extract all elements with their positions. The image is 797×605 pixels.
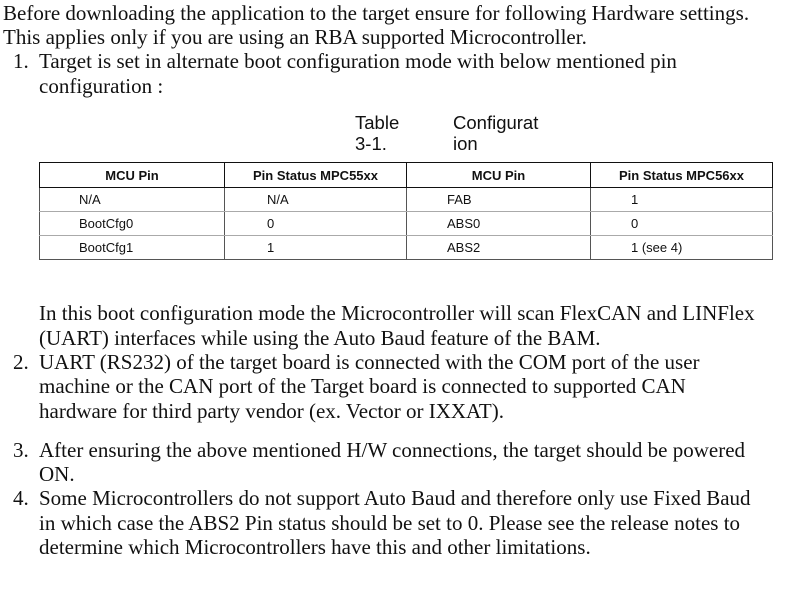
- header-pin-status-mpc56xx: Pin Status MPC56xx: [591, 163, 773, 188]
- table-cell: ABS0: [407, 212, 591, 236]
- table-cell: N/A: [225, 188, 407, 212]
- table-cell: 1: [591, 188, 773, 212]
- step-3-line-2: ON.: [39, 462, 75, 486]
- step-4-number: 4.: [13, 486, 29, 510]
- step-2-number: 2.: [13, 350, 29, 374]
- table-cell: N/A: [40, 188, 225, 212]
- step-3-line-1: After ensuring the above mentioned H/W connections, the target should be powered: [39, 438, 746, 462]
- table-cell: 1: [225, 236, 407, 260]
- table-caption-title-line-2: ion: [453, 133, 478, 154]
- step-1-line-2: configuration :: [39, 74, 164, 98]
- table-row: [40, 236, 773, 260]
- table-caption-title-line-1: Configurat: [453, 112, 539, 133]
- configuration-table: [39, 162, 773, 260]
- table-cell: 0: [225, 212, 407, 236]
- step-2-line-1: UART (RS232) of the target board is connected with the COM port of the user: [39, 350, 700, 374]
- step-4-line-3: determine which Microcontrollers have this and other limitations.: [39, 535, 591, 559]
- table-cell: 1 (see 4): [591, 236, 773, 260]
- table-cell: 0: [591, 212, 773, 236]
- step-4-line-1: Some Microcontrollers do not support Auto Baud and therefore only use Fixed Baud: [39, 486, 751, 510]
- step-2-line-3: hardware for third party vendor (ex. Vector or IXXAT).: [39, 399, 504, 423]
- header-mcu-pin-55xx: MCU Pin: [40, 163, 225, 188]
- table-cell: FAB: [407, 188, 591, 212]
- step-3-number: 3.: [13, 438, 29, 462]
- boot-mode-note-line-1: In this boot configuration mode the Microcontroller will scan FlexCAN and LINFlex: [39, 301, 755, 325]
- table-cell: ABS2: [407, 236, 591, 260]
- table-row: [40, 188, 773, 212]
- table-cell: BootCfg0: [40, 212, 225, 236]
- step-1-number: 1.: [13, 49, 29, 73]
- intro-line-2: This applies only if you are using an RBA supported Microcontroller.: [3, 25, 587, 49]
- step-2-line-2: machine or the CAN port of the Target board is connected to supported CAN: [39, 374, 686, 398]
- intro-line-1: Before downloading the application to the target ensure for following Hardware settings.: [3, 1, 750, 25]
- table-row: [40, 212, 773, 236]
- step-1-line-1: Target is set in alternate boot configuration mode with below mentioned pin: [39, 49, 677, 73]
- table-header-row: [40, 163, 773, 188]
- header-mcu-pin-56xx: MCU Pin: [407, 163, 591, 188]
- boot-mode-note-line-2: (UART) interfaces while using the Auto Baud feature of the BAM.: [39, 326, 601, 350]
- step-4-line-2: in which case the ABS2 Pin status should be set to 0. Please see the release notes to: [39, 511, 741, 535]
- table-cell: BootCfg1: [40, 236, 225, 260]
- table-caption-label: Table 3-1.: [355, 112, 400, 154]
- header-pin-status-mpc55xx: Pin Status MPC55xx: [225, 163, 407, 188]
